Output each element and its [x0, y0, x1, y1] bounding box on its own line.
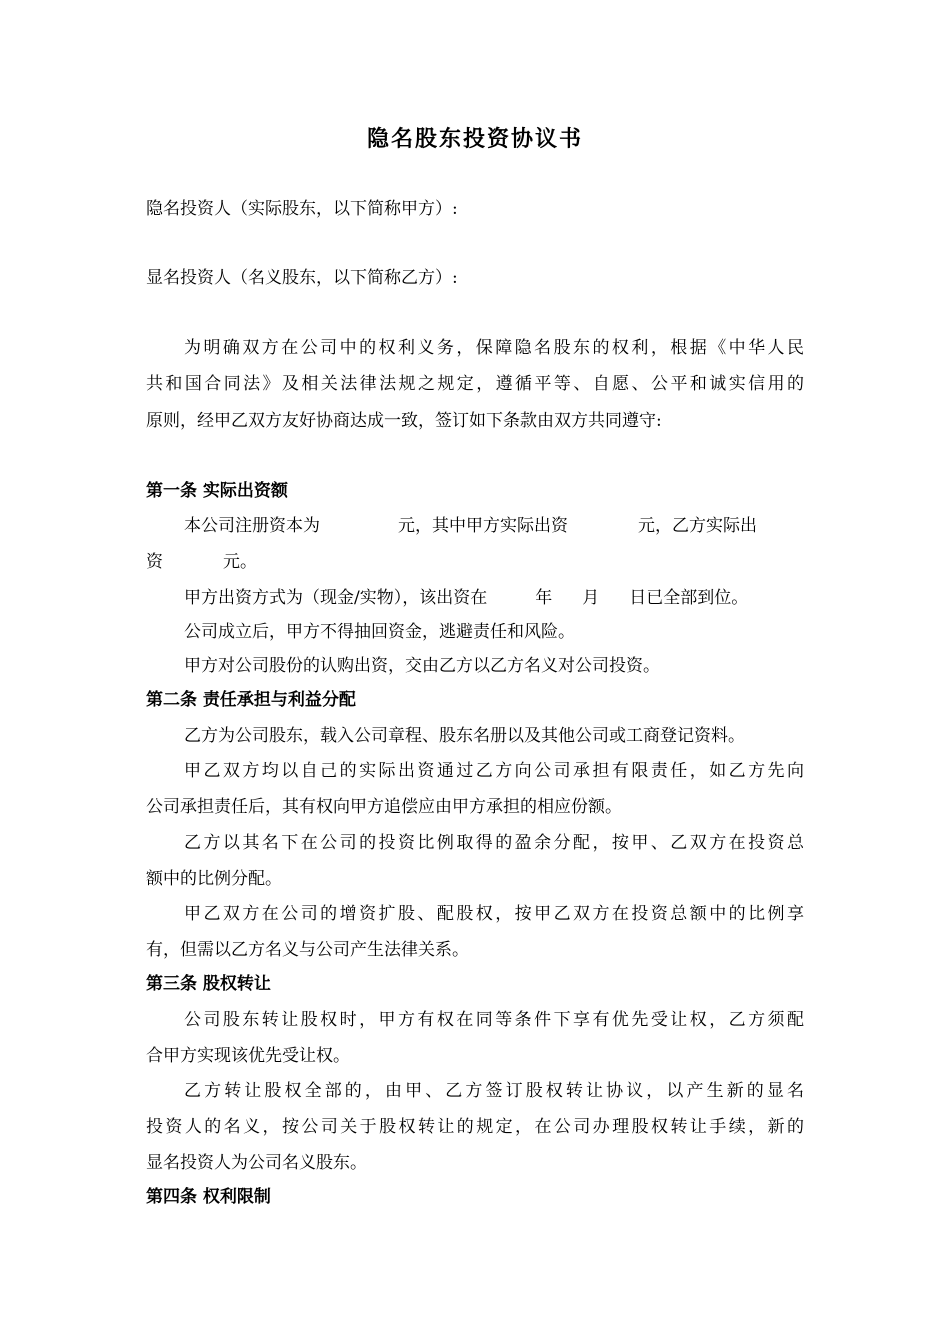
party-b-line: 显名投资人（名义股东，以下简称乙方）:: [146, 268, 458, 288]
article-2-line-1: 乙方为公司股东，载入公司章程、股东名册以及其他公司或工商登记资料。: [184, 726, 745, 746]
article-2-line-5: 额中的比例分配。: [146, 869, 282, 889]
article-3-heading: 第三条 股权转让: [146, 974, 271, 994]
document-title: 隐名股东投资协议书: [366, 127, 583, 152]
day-label: 日已全部到位。: [629, 588, 749, 608]
article-1-line-5: 甲方对公司股份的认购出资，交由乙方以乙方名义对公司投资。: [184, 656, 660, 676]
preamble-line-1: 为明确双方在公司中的权利义务，保障隐名股东的权利，根据《中华人民: [184, 338, 804, 358]
article-2-line-2: 甲乙双方均以自己的实际出资通过乙方向公司承担有限责任，如乙方先向: [184, 761, 804, 781]
article-3-line-3: 乙方转让股权全部的，由甲、乙方签订股权转让协议，以产生新的显名: [184, 1081, 804, 1101]
article-1-heading: 第一条 实际出资额: [146, 481, 288, 501]
year-label: 年: [535, 588, 553, 608]
article-2-line-6: 甲乙双方在公司的增资扩股、配股权，按甲乙双方在投资总额中的比例享: [184, 904, 804, 924]
article-2-heading: 第二条 责任承担与利益分配: [146, 690, 356, 710]
preamble-line-2: 共和国合同法》及相关法律法规之规定，遵循平等、自愿、公平和诚实信用的: [146, 374, 804, 394]
article-3-line-2: 合甲方实现该优先受让权。: [146, 1046, 350, 1066]
party-a-line: 隐名投资人（实际股东，以下简称甲方）:: [146, 199, 458, 219]
article-1-line-3: 甲方出资方式为（现金/实物），该出资在 年 月 日已全部到位。: [184, 588, 749, 608]
article-3-line-4: 投资人的名义，按公司关于股权转让的规定，在公司办理股权转让手续，新的: [146, 1117, 804, 1137]
article-3-line-5: 显名投资人为公司名义股东。: [146, 1153, 367, 1173]
month-label: 月: [582, 588, 600, 608]
article-2-line-4: 乙方以其名下在公司的投资比例取得的盈余分配，按甲、乙双方在投资总: [184, 833, 804, 853]
article-2-line-7: 有，但需以乙方名义与公司产生法律关系。: [146, 940, 469, 960]
article-4-heading: 第四条 权利限制: [146, 1187, 271, 1207]
party-b-capital-label: 元，乙方实际出: [638, 516, 757, 536]
article-1-line-4: 公司成立后，甲方不得抽回资金，逃避责任和风险。: [184, 622, 575, 642]
article-1-line-2: 资 元。: [146, 552, 257, 572]
article-1-line-1: [184, 514, 757, 538]
preamble-line-3: 原则，经甲乙双方友好协商达成一致，签订如下条款由双方共同遵守:: [146, 411, 662, 431]
article-3-line-1: 公司股东转让股权时，甲方有权在同等条件下享有优先受让权，乙方须配: [184, 1010, 804, 1030]
article-2-line-3: 公司承担责任后，其有权向甲方追偿应由甲方承担的相应份额。: [146, 797, 622, 817]
party-a-capital-label: 元，其中甲方实际出资: [398, 516, 568, 536]
registered-capital-label: 本公司注册资本为: [184, 516, 320, 536]
